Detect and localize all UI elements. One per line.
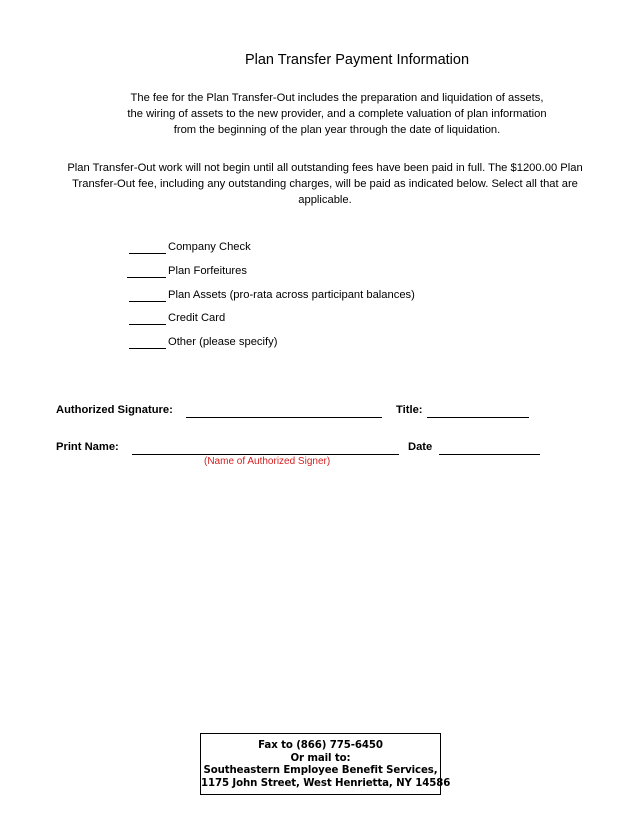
payment-option-other [129, 333, 277, 349]
other-blank[interactable] [129, 336, 166, 349]
plan-assets-blank[interactable] [129, 289, 166, 302]
print-name-field[interactable] [132, 454, 399, 455]
mailing-line: Southeastern Employee Benefit Services, [203, 765, 438, 776]
notice-paragraph [40, 160, 610, 208]
date-label: Date [408, 441, 433, 453]
intro-line: from the beginning of the plan year through the date of liquidation. [173, 124, 501, 136]
payment-option-label: Other (please specify) [168, 336, 278, 348]
notice-line: Transfer-Out fee, including any outstanding charges, will be paid as indicated below. Select all that are [72, 178, 578, 190]
title-field[interactable] [427, 417, 529, 418]
mailing-line: 1175 John Street, West Henrietta, NY 14586 [201, 777, 451, 789]
intro-paragraph [100, 90, 574, 138]
title-label: Title: [396, 404, 423, 416]
intro-line: The fee for the Plan Transfer-Out includes the preparation and liquidation of assets, [130, 92, 544, 104]
print-name-note: (Name of Authorized Signer) [204, 456, 331, 467]
company-check-blank[interactable] [129, 241, 166, 254]
date-field[interactable] [439, 454, 540, 455]
intro-line: the wiring of assets to the new provider, and a complete valuation of plan information [127, 108, 547, 120]
notice-line: applicable. [298, 194, 352, 206]
authorized-signature-label: Authorized Signature: [56, 404, 173, 416]
payment-option-plan-forfeitures [127, 262, 247, 278]
payment-option-plan-assets [129, 286, 415, 302]
page-title: Plan Transfer Payment Information [244, 52, 470, 68]
mailing-line: Fax to (866) 775-6450 [258, 740, 383, 751]
notice-line: Plan Transfer-Out work will not begin until all outstanding fees have been paid in full. The $1200.00 Plan [67, 162, 583, 174]
mailing-info-box [200, 733, 451, 795]
payment-option-label: Credit Card [168, 312, 226, 324]
plan-forfeitures-blank[interactable] [127, 265, 166, 278]
credit-card-blank[interactable] [129, 312, 166, 325]
print-name-label: Print Name: [56, 441, 119, 453]
payment-option-label: Plan Forfeitures [168, 265, 247, 277]
payment-option-company-check [129, 238, 251, 254]
authorized-signature-field[interactable] [186, 417, 382, 418]
mailing-line: Or mail to: [290, 752, 351, 764]
payment-option-label: Company Check [168, 241, 251, 253]
payment-option-label: Plan Assets (pro-rata across participant balances) [168, 289, 415, 301]
payment-option-credit-card [129, 309, 225, 325]
